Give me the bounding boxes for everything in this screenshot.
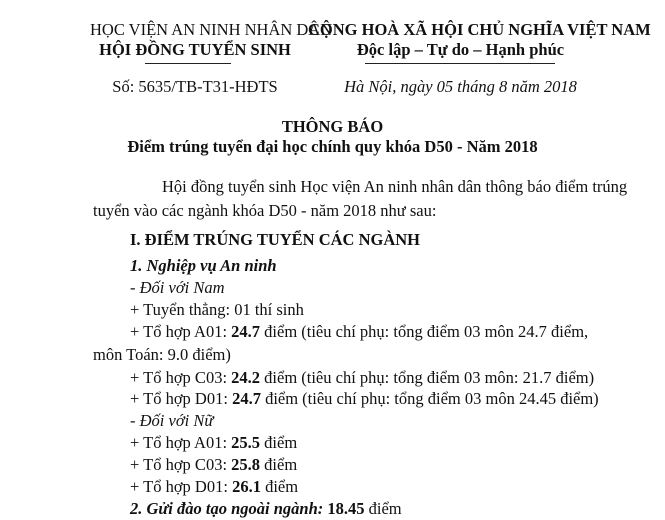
score: 26.1 [232, 477, 261, 496]
intro-line-1: Hội đồng tuyển sinh Học viện An ninh nhân dân thông báo điểm trúng [162, 177, 628, 196]
country-name: CỘNG HOÀ XÃ HỘI CHỦ NGHĨA VIỆT NAM [308, 20, 651, 39]
doc-number: Số: 5635/TB-T31-HĐTS [112, 77, 278, 96]
doc-title: THÔNG BÁO [281, 117, 384, 136]
label: + Tổ hợp C03: [130, 368, 232, 387]
male-direct: + Tuyển thẳng: 01 thí sinh [130, 300, 304, 319]
score: 24.2 [231, 368, 261, 387]
right-underline [365, 63, 555, 64]
score: 18.45 [327, 499, 365, 518]
detail: điểm (tiêu chí phụ: tổng điểm 03 môn: 21.7 điểm) [260, 368, 595, 387]
header-right [308, 20, 651, 60]
female-a01 [130, 433, 297, 453]
score: 24.7 [231, 322, 261, 341]
motto: Độc lập – Tự do – Hạnh phúc [356, 40, 565, 59]
unit: điểm [364, 499, 402, 518]
doc-subtitle: Điểm trúng tuyển đại học chính quy khóa D50 - Năm 2018 [127, 137, 538, 156]
intro-line-2: tuyển vào các ngành khóa D50 - năm 2018 như sau: [93, 201, 437, 220]
label: + Tổ hợp A01: [130, 433, 232, 452]
female-d01 [130, 477, 298, 497]
detail: điểm (tiêu chí phụ: tổng điểm 03 môn 24.7 điểm, [260, 322, 589, 341]
major1-heading: 1. Nghiệp vụ An ninh [130, 256, 277, 275]
male-label: - Đối với Nam [130, 278, 225, 297]
place-date: Hà Nội, ngày 05 tháng 8 năm 2018 [344, 77, 577, 96]
major2-heading: 2. Gửi đào tạo ngoài ngành: [130, 499, 324, 518]
score: 24.7 [232, 389, 261, 408]
male-a01 [130, 322, 588, 342]
female-label: - Đối với Nữ [130, 411, 214, 430]
major2 [130, 499, 402, 519]
male-c03 [130, 368, 594, 388]
label: + Tổ hợp D01: [130, 477, 233, 496]
score: 25.5 [231, 433, 261, 452]
header-left [90, 20, 333, 60]
label: + Tổ hợp C03: [130, 455, 232, 474]
label: + Tổ hợp D01: [130, 389, 233, 408]
score: 25.8 [231, 455, 261, 474]
unit: điểm [260, 433, 298, 452]
detail: điểm (tiêu chí phụ: tổng điểm 03 môn 24.45 điểm) [260, 389, 599, 408]
council-name: HỘI ĐỒNG TUYỂN SINH [99, 40, 291, 59]
unit: điểm [260, 455, 298, 474]
org-name: HỌC VIỆN AN NINH NHÂN DÂN [90, 20, 333, 39]
label: + Tổ hợp A01: [130, 322, 232, 341]
section-heading: I. ĐIỂM TRÚNG TUYỂN CÁC NGÀNH [130, 230, 420, 249]
female-c03 [130, 455, 297, 475]
male-d01 [130, 389, 599, 409]
male-a01-cont: môn Toán: 9.0 điểm) [93, 345, 231, 364]
unit: điểm [260, 477, 299, 496]
left-underline [145, 63, 231, 64]
